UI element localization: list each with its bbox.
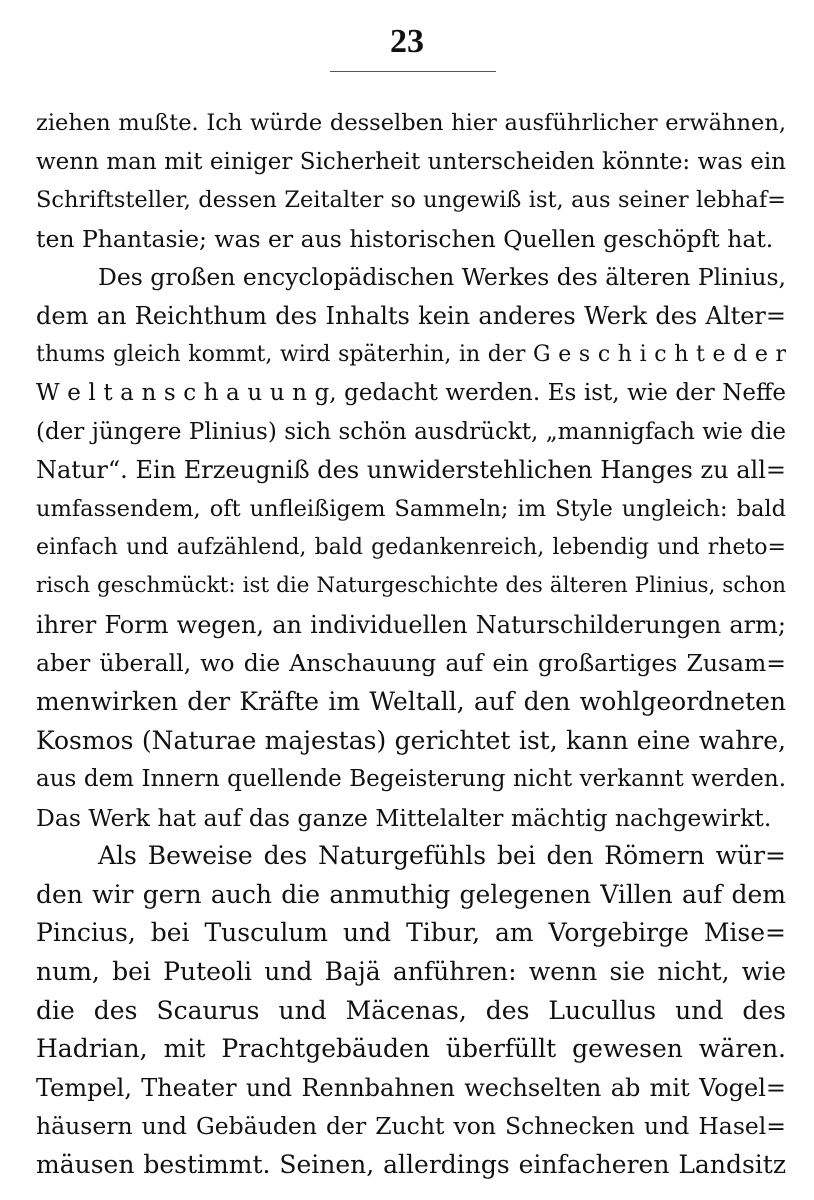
text-line-16: menwirken der Kräfte im Weltall, auf den wohlgeordneten <box>36 686 786 716</box>
text-line-19: Das Werk hat auf das ganze Mittelalter mächtig nachgewirkt. <box>36 803 772 832</box>
text-line-1: ziehen mußte. Ich würde desselben hier ausführlicher erwähnen, <box>36 110 786 136</box>
text-line-20: Als Beweise des Naturgefühls bei den Römern wür= <box>98 841 786 871</box>
text-line-18: aus dem Innern quellende Begeisterung nicht verkannt werden. <box>36 766 786 793</box>
header-rule <box>330 71 496 72</box>
text-line-11: umfassendem, oft unfleißigem Sammeln; im Style ungleich: bald <box>36 495 786 522</box>
text-line-25: Hadrian, mit Prachtgebäuden überfüllt gewesen wären. <box>36 1034 786 1064</box>
body-text <box>36 104 786 1185</box>
text-line-10: Natur“. Ein Erzeugniß des unwiderstehlichen Hanges zu all= <box>36 456 786 485</box>
text-line-9: (der jüngere Plinius) sich schön ausdrückt, „mannigfach wie die <box>36 418 786 445</box>
text-line-21: den wir gern auch die anmuthig gelegenen Villen auf dem <box>36 879 786 909</box>
text-line-13: risch geschmückt: ist die Naturgeschichte des älteren Plinius, schon <box>36 573 786 599</box>
text-line-24: die des Scaurus und Mäcenas, des Lucullus und des <box>36 995 786 1025</box>
text-line-3: Schriftsteller, dessen Zeitalter so ungewiß ist, aus seiner lebhaf= <box>36 187 786 214</box>
text-line-2: wenn man mit einiger Sicherheit unterscheiden könnte: was ein <box>36 148 786 175</box>
text-line-5: Des großen encyclopädischen Werkes des älteren Plinius, <box>98 263 786 292</box>
text-line-17: Kosmos (Naturae majestas) gerichtet ist, kann eine wahre, <box>36 725 786 755</box>
text-line-22: Pincius, bei Tusculum und Tibur, am Vorgebirge Mise= <box>36 918 786 948</box>
text-line-6: dem an Reichthum des Inhalts kein anderes Werk des Alter= <box>36 301 786 330</box>
text-line-14: ihrer Form wegen, an individuellen Naturschilderungen arm; <box>36 610 786 639</box>
text-line-26: Tempel, Theater und Rennbahnen wechselten ab mit Vogel= <box>36 1073 786 1102</box>
text-line-8: W e l t a n s c h a u u n g, gedacht werden. Es ist, wie der Neffe <box>36 380 786 407</box>
text-line-15: aber überall, wo die Anschauung auf ein großartiges Zusam= <box>36 649 786 678</box>
text-line-7: thums gleich kommt, wird späterhin, in der G e s c h i c h t e d e r <box>36 341 786 367</box>
page-number: 23 <box>390 23 424 60</box>
text-line-28: mäusen bestimmt. Seinen, allerdings einfacheren Landsitz <box>36 1150 786 1180</box>
text-line-23: num, bei Puteoli und Bajä anführen: wenn sie nicht, wie <box>36 957 786 987</box>
text-line-27: häusern und Gebäuden der Zucht von Schnecken und Hasel= <box>36 1112 786 1141</box>
text-line-12: einfach und aufzählend, bald gedankenreich, lebendig und rheto= <box>36 534 786 560</box>
text-line-4: ten Phantasie; was er aus historischen Quellen geschöpft hat. <box>36 224 774 253</box>
